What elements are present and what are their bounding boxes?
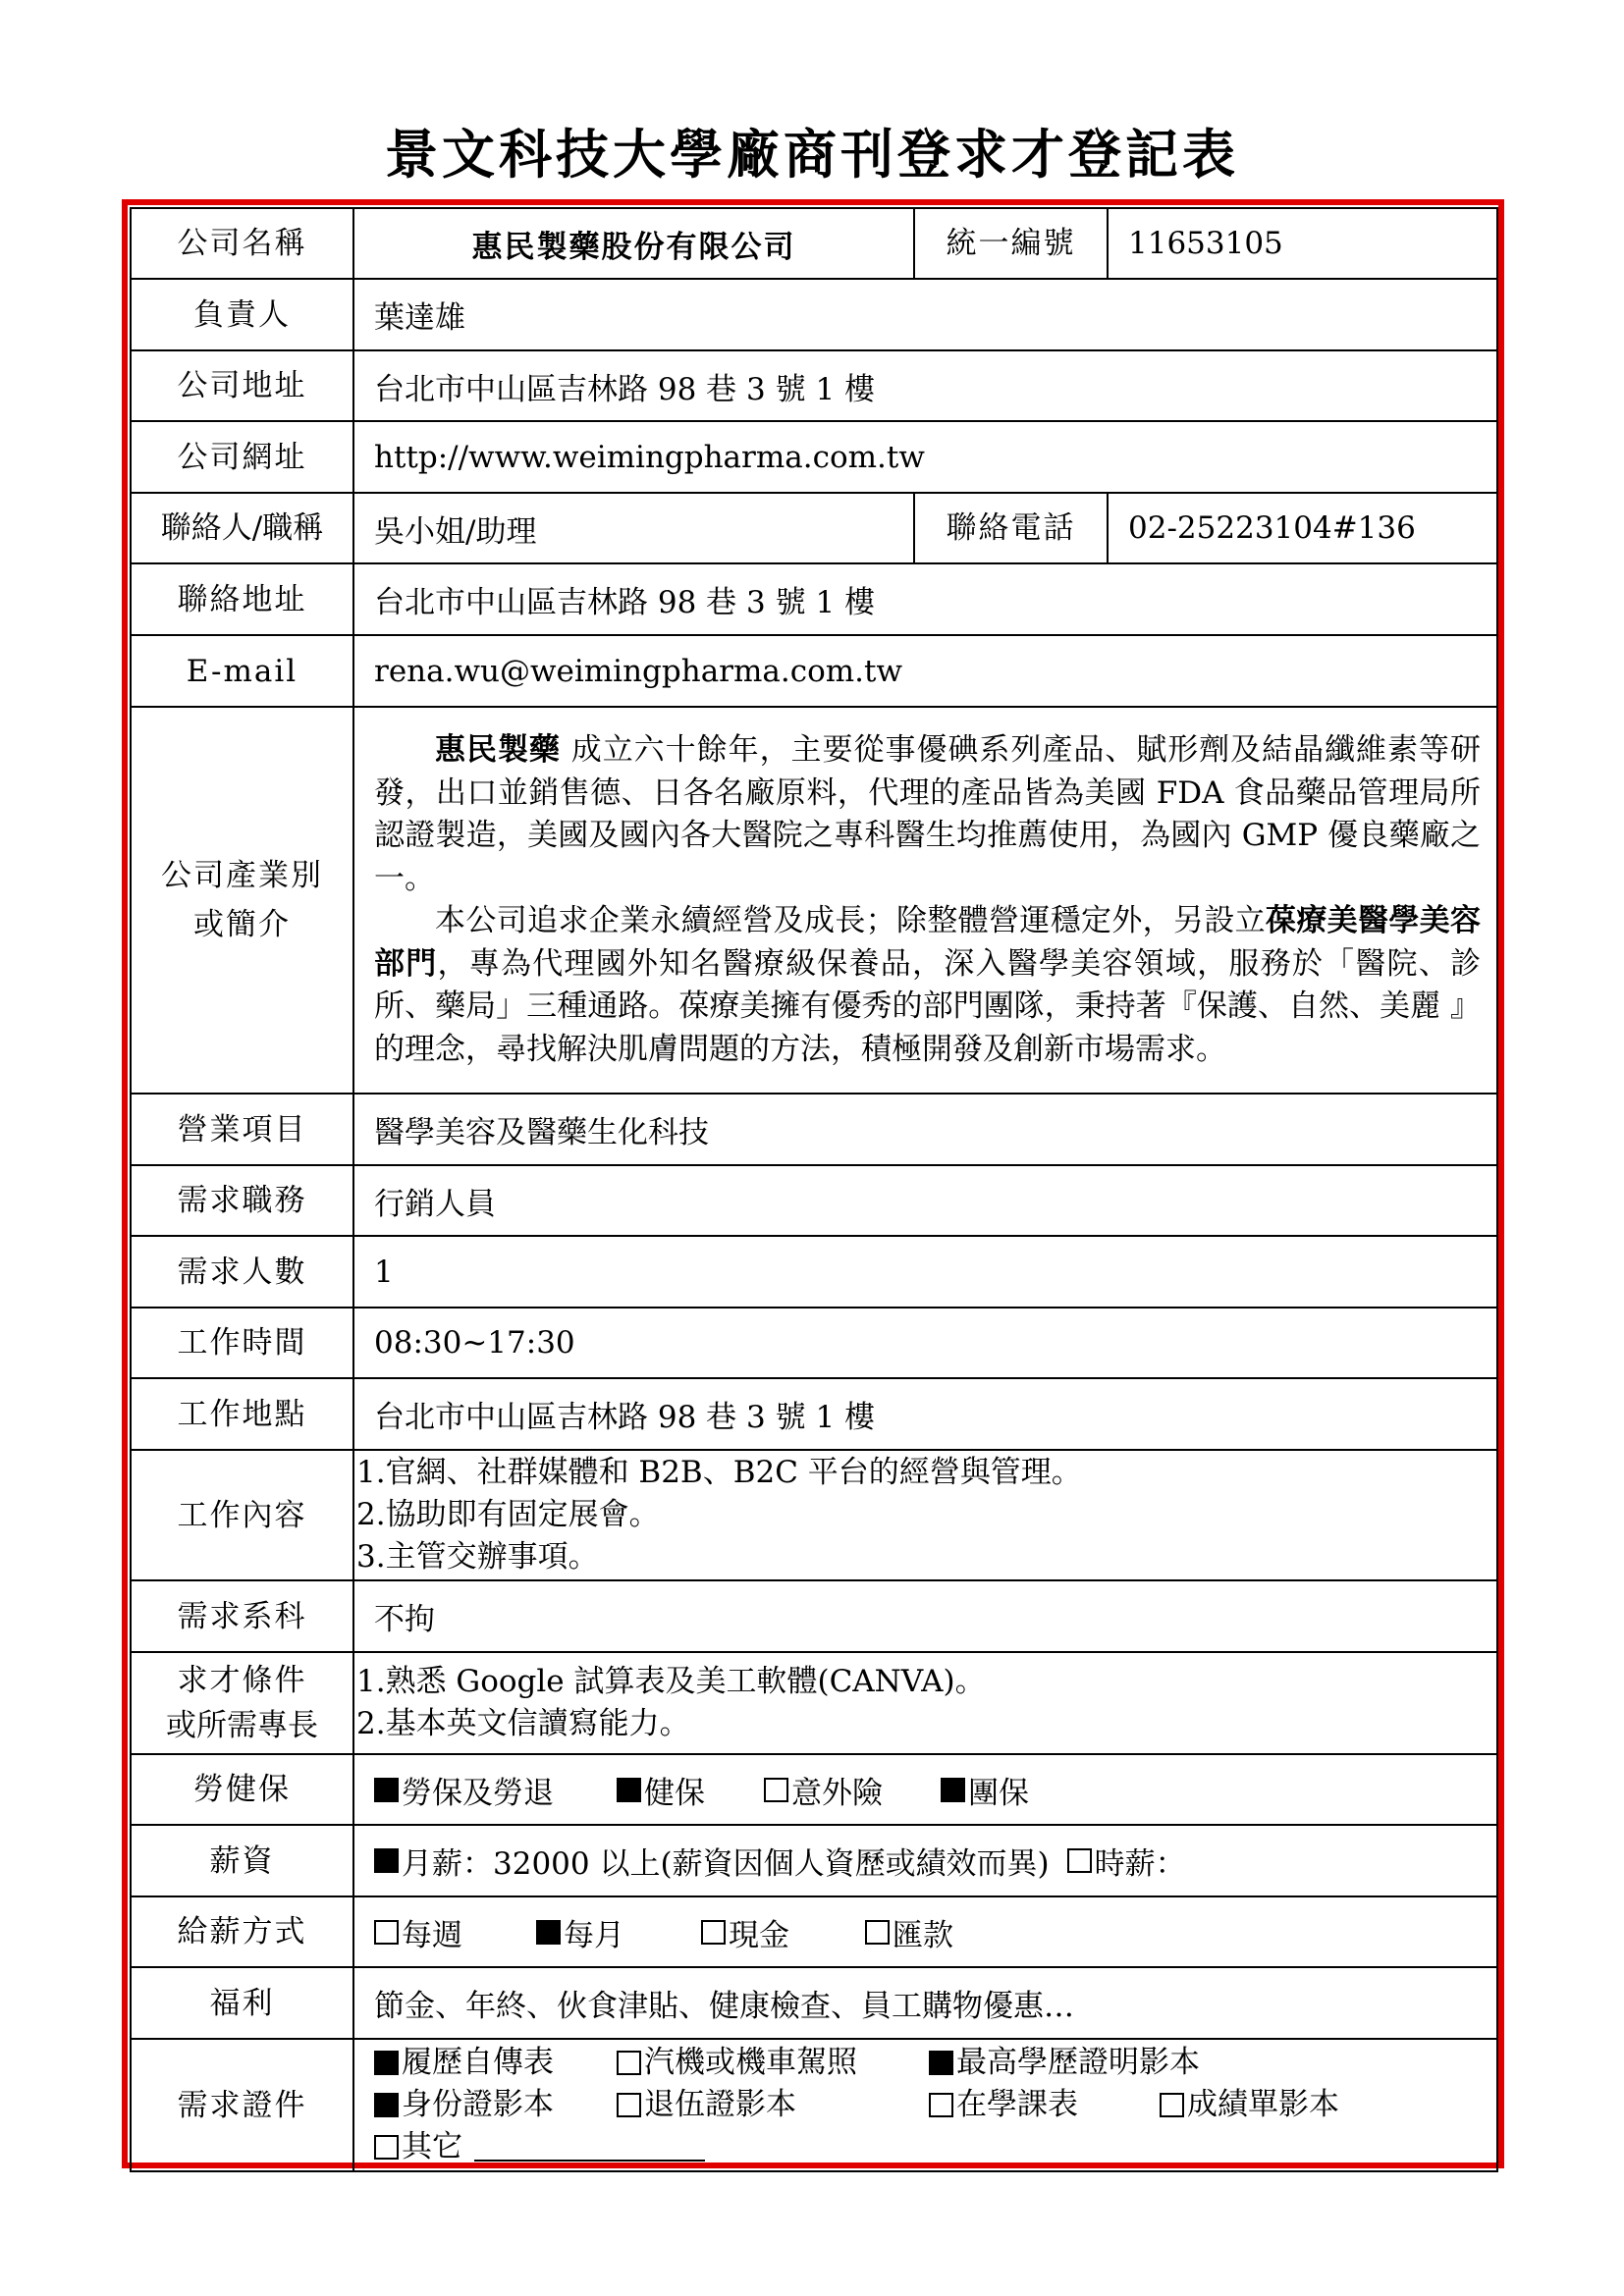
- row-major: [131, 1580, 1497, 1652]
- benefits-label: 福利: [131, 1967, 353, 2039]
- checkbox[interactable]: [1067, 1848, 1092, 1873]
- salary-options: [374, 1839, 1496, 1883]
- doc-schedule[interactable]: 在學課表: [929, 2084, 1160, 2126]
- pay-method-label: 給薪方式: [131, 1896, 353, 1967]
- list-item: 1.熟悉 Google 試算表及美工軟體(CANVA)。: [356, 1664, 986, 1699]
- row-location: [131, 1378, 1497, 1450]
- checkbox[interactable]: [929, 2051, 953, 2075]
- tax-id-label: 統一編號: [914, 208, 1108, 279]
- checkbox[interactable]: [374, 1848, 399, 1873]
- location-label: 工作地點: [131, 1378, 353, 1450]
- business-items: 醫學美容及醫藥生化科技: [353, 1094, 1497, 1165]
- checkbox[interactable]: [617, 1778, 641, 1802]
- checkbox[interactable]: [701, 1920, 726, 1945]
- salary-hourly[interactable]: 時薪：: [1067, 1839, 1186, 1883]
- intro-label: 公司產業別或簡介: [131, 707, 353, 1094]
- row-requirements: [131, 1652, 1497, 1754]
- row-documents: [131, 2039, 1497, 2171]
- documents-options: [374, 2042, 1496, 2168]
- checkbox[interactable]: [929, 2093, 953, 2117]
- page-title: 景文科技大學廠商刊登求才登記表: [385, 123, 1239, 186]
- company-address: 台北市中山區吉林路 98 巷 3 號 1 樓: [353, 350, 1497, 421]
- other-blank-line[interactable]: [474, 2134, 705, 2162]
- owner: 葉達雄: [353, 279, 1497, 350]
- position-label: 需求職務: [131, 1165, 353, 1236]
- owner-label: 負責人: [131, 279, 353, 350]
- requirements-label: 求才條件 或所需專長: [131, 1652, 353, 1754]
- row-intro: [131, 707, 1497, 1094]
- checkbox[interactable]: [764, 1778, 788, 1802]
- documents-label: 需求證件: [131, 2039, 353, 2171]
- doc-driver-license[interactable]: 汽機或機車駕照: [617, 2042, 929, 2084]
- row-position: [131, 1165, 1497, 1236]
- checkbox[interactable]: [374, 2135, 399, 2160]
- row-benefits: [131, 1967, 1497, 2039]
- pay-cash[interactable]: 現金: [701, 1910, 865, 1954]
- insurance-health[interactable]: 健保: [617, 1768, 764, 1812]
- row-pay-method: [131, 1896, 1497, 1967]
- doc-diploma[interactable]: 最高學歷證明影本: [929, 2042, 1200, 2084]
- major-label: 需求系科: [131, 1580, 353, 1652]
- list-item: 2.協助即有固定展會。: [356, 1497, 660, 1532]
- headcount: 1: [353, 1236, 1497, 1308]
- position: 行銷人員: [353, 1165, 1497, 1236]
- list-item: 3.主管交辦事項。: [356, 1539, 599, 1575]
- work-hours: 08:30~17:30: [353, 1308, 1497, 1378]
- company-label: 公司名稱: [131, 208, 353, 279]
- major: 不拘: [353, 1580, 1497, 1652]
- address-label: 公司地址: [131, 350, 353, 421]
- row-business: [131, 1094, 1497, 1165]
- checkbox[interactable]: [617, 2051, 641, 2075]
- contact-label: 聯絡人/職稱: [131, 493, 353, 563]
- row-hours: [131, 1308, 1497, 1378]
- insurance-accident[interactable]: 意外險: [764, 1768, 941, 1812]
- hours-label: 工作時間: [131, 1308, 353, 1378]
- intro-company-name: 惠民製藥: [435, 732, 561, 768]
- pay-transfer[interactable]: 匯款: [865, 1910, 953, 1954]
- phone-number: 02-25223104#136: [1108, 493, 1497, 563]
- doc-discharge[interactable]: 退伍證影本: [617, 2084, 929, 2126]
- intro-paragraph-1: 惠民製藥 成立六十餘年，主要從事優碘系列產品、賦形劑及結晶纖維素等研發，出口並銷售德、日各名廠原料，代理的產品皆為美國 FDA 食品藥品管理局所認證製造，美國及國內各大醫院之專科醫生均推薦使用，為國內 GMP 優良藥廠之一。: [374, 732, 1482, 896]
- checkbox[interactable]: [374, 2051, 399, 2075]
- recruitment-form-table: [130, 207, 1498, 2172]
- checkbox[interactable]: [374, 1778, 399, 1802]
- row-owner: [131, 279, 1497, 350]
- pay-monthly[interactable]: 每月: [536, 1910, 701, 1954]
- row-company: [131, 208, 1497, 279]
- checkbox[interactable]: [865, 1920, 890, 1945]
- checkbox[interactable]: [374, 1920, 399, 1945]
- row-email: [131, 635, 1497, 707]
- checkbox[interactable]: [617, 2093, 641, 2117]
- pay-weekly[interactable]: 每週: [374, 1910, 536, 1954]
- row-website: [131, 421, 1497, 493]
- doc-resume[interactable]: 履歷自傳表: [374, 2042, 617, 2084]
- doc-id-card[interactable]: 身份證影本: [374, 2084, 617, 2126]
- checkbox[interactable]: [374, 2093, 399, 2117]
- row-salary: [131, 1825, 1497, 1896]
- list-item: 2.基本英文信讀寫能力。: [356, 1706, 690, 1741]
- salary-monthly[interactable]: 月薪：32000 以上(薪資因個人資歷或績效而異): [374, 1839, 1050, 1883]
- doc-other[interactable]: 其它: [374, 2126, 705, 2168]
- headcount-label: 需求人數: [131, 1236, 353, 1308]
- insurance-group[interactable]: 團保: [941, 1768, 1029, 1812]
- checkbox[interactable]: [941, 1778, 965, 1802]
- doc-transcript[interactable]: 成績單影本: [1160, 2084, 1339, 2126]
- website-link[interactable]: http://www.weimingpharma.com.tw: [353, 421, 1497, 493]
- list-item: 1.官網、社群媒體和 B2B、B2C 平台的經營與管理。: [356, 1455, 1082, 1490]
- duties-label: 工作內容: [131, 1450, 353, 1580]
- row-duties: [131, 1450, 1497, 1580]
- row-headcount: [131, 1236, 1497, 1308]
- insurance-options: [374, 1768, 1496, 1812]
- contact-address-label: 聯絡地址: [131, 563, 353, 635]
- salary-label: 薪資: [131, 1825, 353, 1896]
- business-label: 營業項目: [131, 1094, 353, 1165]
- insurance-label: 勞健保: [131, 1754, 353, 1825]
- intro-paragraph-2: 本公司追求企業永續經營及成長；除整體營運穩定外，另設立葆療美醫學美容部門，專為代理國外知名醫療級保養品，深入醫學美容領域，服務於「醫院、診所、藥局」三種通路。葆療美擁有優秀的部門團隊，秉持著『保護、自然、美麗 』的理念，尋找解決肌膚問題的方法，積極開發及創新市場需求。: [374, 903, 1482, 1067]
- duties-list: [353, 1450, 1497, 1580]
- pay-method-options: [374, 1910, 1496, 1954]
- company-name: 惠民製藥股份有限公司: [353, 208, 914, 279]
- contact-person: 吳小姐/助理: [353, 493, 914, 563]
- intro-department: 葆療美醫學美容部門: [374, 903, 1481, 982]
- contact-address: 台北市中山區吉林路 98 巷 3 號 1 樓: [353, 563, 1497, 635]
- row-address: [131, 350, 1497, 421]
- phone-label: 聯絡電話: [914, 493, 1108, 563]
- checkbox[interactable]: [536, 1920, 561, 1945]
- email-label: E-mail: [131, 635, 353, 707]
- checkbox[interactable]: [1160, 2093, 1184, 2117]
- website-label: 公司網址: [131, 421, 353, 493]
- row-insurance: [131, 1754, 1497, 1825]
- row-contact-address: [131, 563, 1497, 635]
- requirements-list: [353, 1652, 1497, 1754]
- insurance-labor[interactable]: 勞保及勞退: [374, 1768, 617, 1812]
- row-contact: [131, 493, 1497, 563]
- email-link[interactable]: rena.wu@weimingpharma.com.tw: [353, 635, 1497, 707]
- tax-id: 11653105: [1108, 208, 1497, 279]
- company-intro: [353, 707, 1497, 1094]
- benefits: 節金、年終、伙食津貼、健康檢查、員工購物優惠…: [353, 1967, 1497, 2039]
- work-location: 台北市中山區吉林路 98 巷 3 號 1 樓: [353, 1378, 1497, 1450]
